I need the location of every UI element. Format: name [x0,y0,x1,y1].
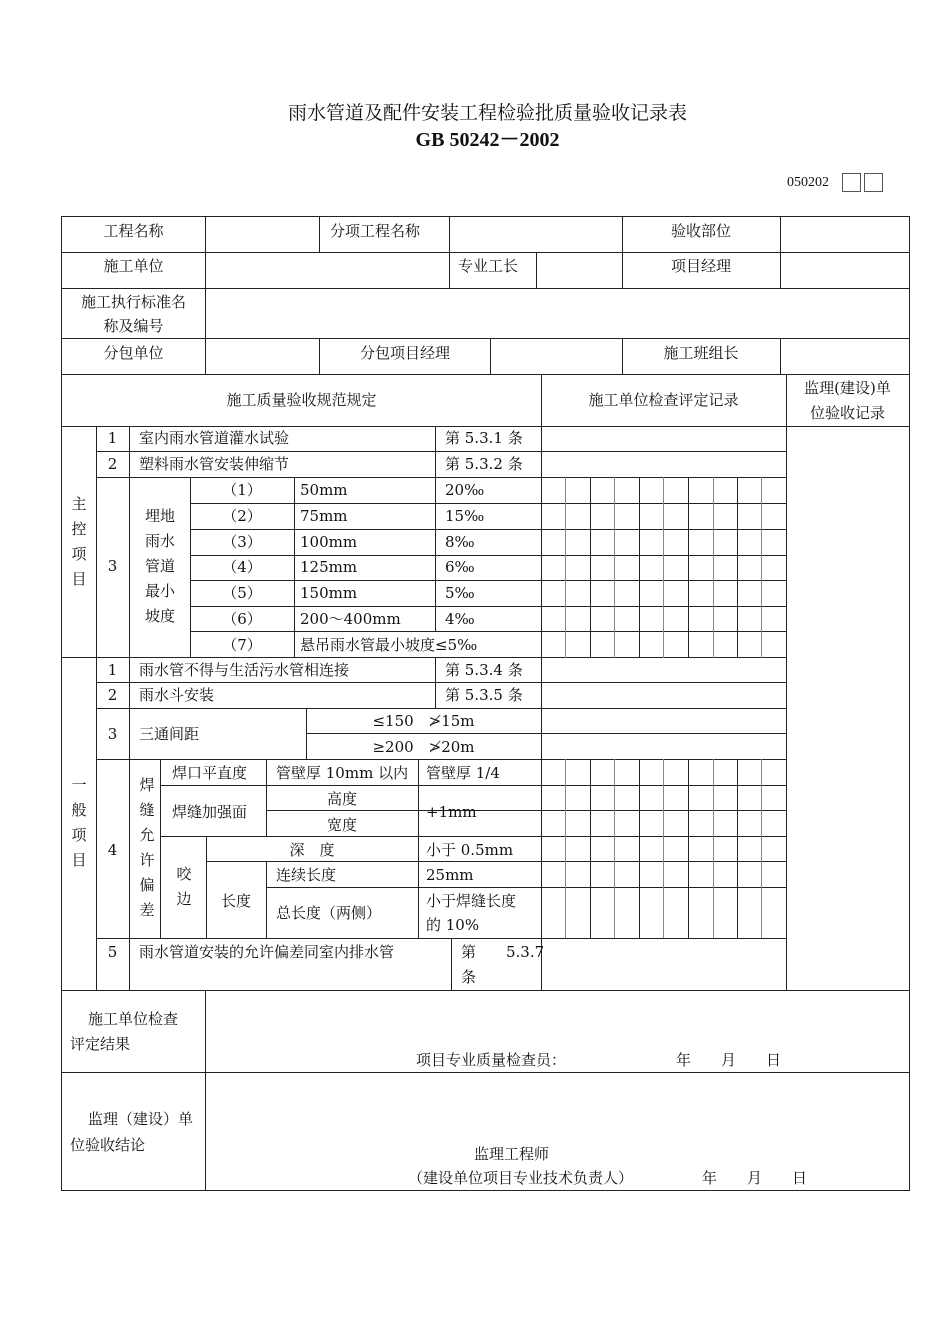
engineer-label: 监理工程师 [474,1145,550,1163]
form-code: 050202 [787,175,829,190]
v-rule [713,477,714,658]
undercut-length: 长度 [220,892,251,910]
v-rule [639,477,640,658]
clause: 第 5.3.7 [461,943,545,961]
h-rule [96,451,787,452]
label-standard-1: 施工执行标准名 [80,293,186,311]
slope-size: 100mm [300,533,358,551]
label-project-name: 工程名称 [103,222,164,240]
inspector-label: 项目专业质量检查员： [416,1051,567,1069]
weld-flat-cond: 管壁厚 10mm 以内 [276,764,409,782]
row-no: 1 [107,429,118,447]
v-rule [614,759,615,939]
h-rule [160,785,787,786]
row-no: 3 [107,725,118,743]
weld-reinforce: 焊缝加强面 [172,803,248,821]
total-length: 总长度（两侧） [276,904,382,922]
v-rule [435,426,436,478]
h-rule [266,887,787,888]
v-rule [614,477,615,658]
v-rule [435,477,436,632]
h-rule [61,1190,910,1191]
clause: 第 5.3.2 条 [445,455,523,473]
h-rule [61,338,910,339]
slope-index: （6） [222,610,262,628]
clause: 第 5.3.5 条 [445,686,523,704]
weld-width: 宽度 [326,816,357,834]
undercut-depth: 深 度 [289,841,335,859]
h-rule [190,580,787,581]
general-items-label: 一般项目 [71,776,87,869]
standard-code: GB 50242－2002 [415,129,560,151]
item-text: 雨水斗安装 [139,686,215,704]
col-supervision-2: 位验收记录 [809,404,885,422]
item-text: 塑料雨水管安装伸缩节 [139,455,290,473]
row-no: 4 [107,841,118,859]
v-rule [688,477,689,658]
h-rule [96,708,787,709]
label-subcontractor: 分包单位 [103,344,164,362]
clause: 第 5.3.1 条 [445,429,523,447]
engineer-date: 年 月 日 [702,1169,808,1187]
label-standard-2: 称及编号 [103,317,164,335]
cont-length-val: 25mm [426,866,474,884]
weld-reinforce-val: +1mm [426,803,477,821]
label-sub-pm: 分包项目经理 [359,344,450,362]
h-rule [61,1072,910,1073]
v-rule [639,759,640,939]
slope-index: （7） [222,636,262,654]
weld-flat: 焊口平直度 [172,764,248,782]
col-supervision-1: 监理(建设)单 [804,379,891,397]
h-rule [61,216,910,217]
row-no: 2 [107,455,118,473]
v-rule [909,216,910,1191]
v-rule [713,759,714,939]
check-result-label-2: 评定结果 [70,1035,131,1053]
slope-value: 6‰ [445,558,475,576]
h-rule [206,861,787,862]
slope-value: 15‰ [445,507,485,525]
h-rule [306,733,787,734]
h-rule [190,631,787,632]
h-rule [190,555,787,556]
v-rule [590,759,591,939]
item-text: 三通间距 [139,725,200,743]
item-text: 雨水管不得与生活污水管相连接 [139,661,350,679]
v-rule [490,338,491,375]
v-rule [688,759,689,939]
slope-value: 5‰ [445,584,475,602]
item-text: 雨水管道安装的允许偏差同室内排水管 [139,943,395,961]
slope-index: （5） [222,584,262,602]
label-construction-unit: 施工单位 [103,257,164,275]
v-rule [780,252,781,289]
v-rule [780,216,781,253]
slope-size: 150mm [300,584,358,602]
row-no: 5 [107,943,118,961]
main-items-label: 主控项目 [71,495,87,588]
v-rule [451,938,452,991]
label-team-leader: 施工班组长 [663,344,739,362]
slope-text: 悬吊雨水管最小坡度≤5‰ [300,636,478,654]
undercut-depth-val: 小于 0.5mm [426,841,514,859]
v-rule [780,338,781,375]
slope-size: 50mm [300,481,348,499]
h-rule [96,477,787,478]
inspector-date: 年 月 日 [676,1051,782,1069]
item-text: 室内雨水管道灌水试验 [139,429,290,447]
total-length-val-2: 的 10% [426,916,480,934]
weld-label: 焊缝允许偏差 [139,776,155,919]
conclusion-label-2: 位验收结论 [70,1136,146,1154]
undercut-label: 咬边 [176,865,192,908]
v-rule [663,759,664,939]
h-rule [190,529,787,530]
row-no: 1 [107,661,118,679]
v-rule [761,477,762,658]
weld-height: 高度 [326,790,357,808]
v-rule [761,759,762,939]
h-rule [96,938,787,939]
h-rule [96,682,787,683]
label-sub-project: 分项工程名称 [330,222,421,240]
cont-length: 连续长度 [276,866,337,884]
slope-index: （3） [222,533,262,551]
h-rule [61,288,910,289]
v-rule [435,657,436,709]
weld-flat-val: 管壁厚 1/4 [426,764,500,782]
total-length-val-1: 小于焊缝长度 [426,892,517,910]
h-rule [190,503,787,504]
slope-value: 20‰ [445,481,485,499]
slope-index: （1） [222,481,262,499]
row-no: 3 [107,557,118,575]
h-rule [190,606,787,607]
responsible-label: （建设单位项目专业技术负责人） [408,1169,634,1187]
v-rule [294,477,295,658]
slope-index: （2） [222,507,262,525]
v-rule [205,990,206,1191]
slope-value: 4‰ [445,610,475,628]
check-result-label-1: 施工单位检查 [88,1010,179,1028]
v-rule [266,861,267,939]
slope-label: 埋地雨水管道最小坡度 [144,507,175,625]
v-rule [536,252,537,289]
v-rule [663,477,664,658]
h-rule [61,252,910,253]
h-rule [61,374,910,375]
slope-size: 125mm [300,558,358,576]
v-rule [319,216,320,253]
h-rule [96,759,787,760]
h-rule [160,836,787,837]
h-rule [61,426,910,427]
code-box-1[interactable] [842,173,861,192]
slope-size: 75mm [300,507,348,525]
label-acceptance-part: 验收部位 [670,222,731,240]
form-title: 雨水管道及配件安装工程检验批质量验收记录表 [287,102,687,124]
v-rule [737,759,738,939]
slope-value: 8‰ [445,533,475,551]
tee-value-1: ≤150 ≯15m [372,712,475,730]
clause: 第 5.3.4 条 [445,661,523,679]
v-rule [590,477,591,658]
row-no: 2 [107,686,118,704]
v-rule [449,216,450,253]
v-rule [565,759,566,939]
code-box-2[interactable] [864,173,883,192]
v-rule [737,477,738,658]
clause: 条 [461,968,477,986]
v-rule [160,759,161,939]
tee-value-2: ≥200 ≯20m [372,738,475,756]
slope-index: （4） [222,558,262,576]
h-rule [61,990,910,991]
label-foreman: 专业工长 [458,257,519,275]
v-rule [205,216,206,375]
col-spec: 施工质量验收规范规定 [226,391,377,409]
v-rule [565,477,566,658]
v-rule [418,759,419,939]
label-project-manager: 项目经理 [670,257,731,275]
col-check-record: 施工单位检查评定记录 [588,391,739,409]
conclusion-label-1: 监理（建设）单 [88,1110,194,1128]
v-rule [449,252,450,289]
h-rule [61,657,787,658]
slope-size: 200～400mm [300,610,401,628]
